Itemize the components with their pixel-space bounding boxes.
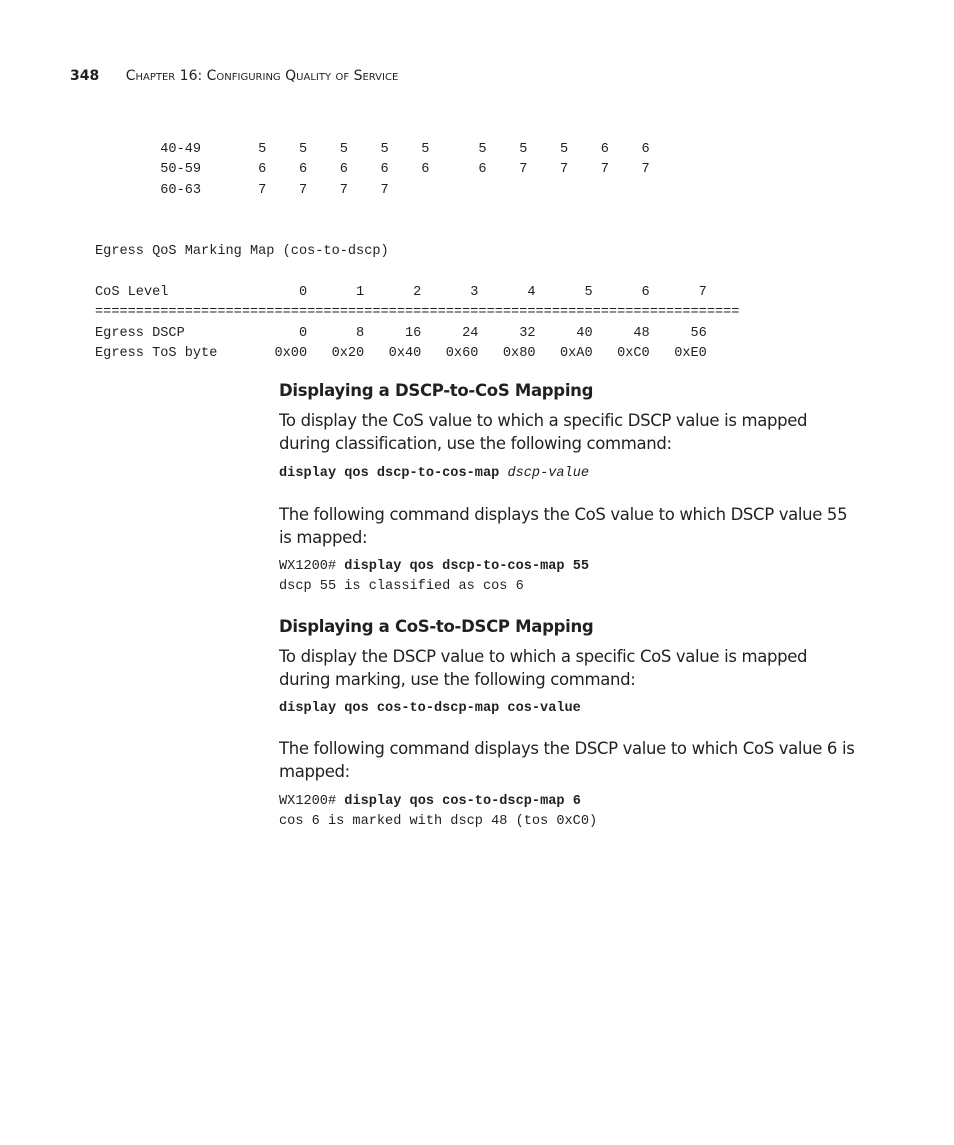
- chapter-title: Chapter 16: Configuring Quality of Service: [125, 68, 399, 84]
- paragraph: To display the CoS value to which a specific DSCP value is mapped during classification, use the following command:: [279, 411, 808, 453]
- section-heading: Displaying a CoS-to-DSCP Mapping: [279, 617, 594, 636]
- blank-line: [95, 262, 739, 282]
- cli-prompt: WX1200#: [279, 559, 337, 574]
- cos-to-dscp-syntax: [279, 699, 859, 719]
- cli-output: cos 6 is marked with dscp 48 (tos 0xC0): [279, 814, 598, 830]
- dscp-to-cos-syntax: [279, 464, 859, 484]
- paragraph: The following command displays the CoS value to which DSCP value 55 is mapped:: [279, 505, 848, 547]
- dscp-to-cos-example: [279, 557, 859, 598]
- cli-prompt: WX1200#: [279, 794, 337, 809]
- table-row: 50-59 6 6 6 6 6 6 7 7 7 7: [95, 162, 650, 178]
- command-argument: dscp-value: [507, 466, 590, 481]
- table-row: Egress ToS byte 0x00 0x20 0x40 0x60 0x80 0xA0 0xC0 0xE0: [95, 346, 707, 362]
- cli-output: dscp 55 is classified as cos 6: [279, 579, 524, 595]
- egress-map-separator: ===============================================================================: [95, 305, 740, 321]
- egress-marking-map: [95, 242, 739, 364]
- cli-command: display qos cos-to-dscp-map 6: [344, 794, 581, 809]
- section-dscp-to-cos-intro: [279, 410, 859, 455]
- section-heading: Displaying a DSCP-to-CoS Mapping: [279, 381, 594, 400]
- table-row: 60-63 7 7 7 7: [95, 182, 389, 198]
- cos-to-dscp-example-intro: [279, 738, 859, 783]
- command-keyword: display qos cos-to-dscp-map cos-value: [279, 701, 581, 716]
- dscp-to-cos-example-intro: [279, 504, 859, 549]
- ingress-map-table-continuation: [95, 140, 650, 201]
- paragraph: The following command displays the DSCP value to which CoS value 6 is mapped:: [279, 739, 855, 781]
- cli-command: display qos dscp-to-cos-map 55: [344, 559, 590, 574]
- section-cos-to-dscp: [279, 617, 859, 636]
- table-row: 40-49 5 5 5 5 5 5 5 5 6 6: [95, 142, 650, 157]
- table-row: Egress DSCP 0 8 16 24 32 40 48 56: [95, 325, 707, 341]
- section-dscp-to-cos: [279, 381, 859, 400]
- paragraph: To display the DSCP value to which a specific CoS value is mapped during marking, use the following command:: [279, 647, 808, 689]
- egress-map-title: Egress QoS Marking Map (cos-to-dscp): [95, 244, 389, 259]
- page-header: [70, 68, 398, 84]
- page-number: 348: [70, 68, 100, 84]
- cos-to-dscp-example: [279, 792, 859, 833]
- command-keyword: display qos dscp-to-cos-map: [279, 466, 500, 481]
- egress-map-header-row: CoS Level 0 1 2 3 4 5 6 7: [95, 284, 707, 300]
- section-cos-to-dscp-intro: [279, 646, 859, 691]
